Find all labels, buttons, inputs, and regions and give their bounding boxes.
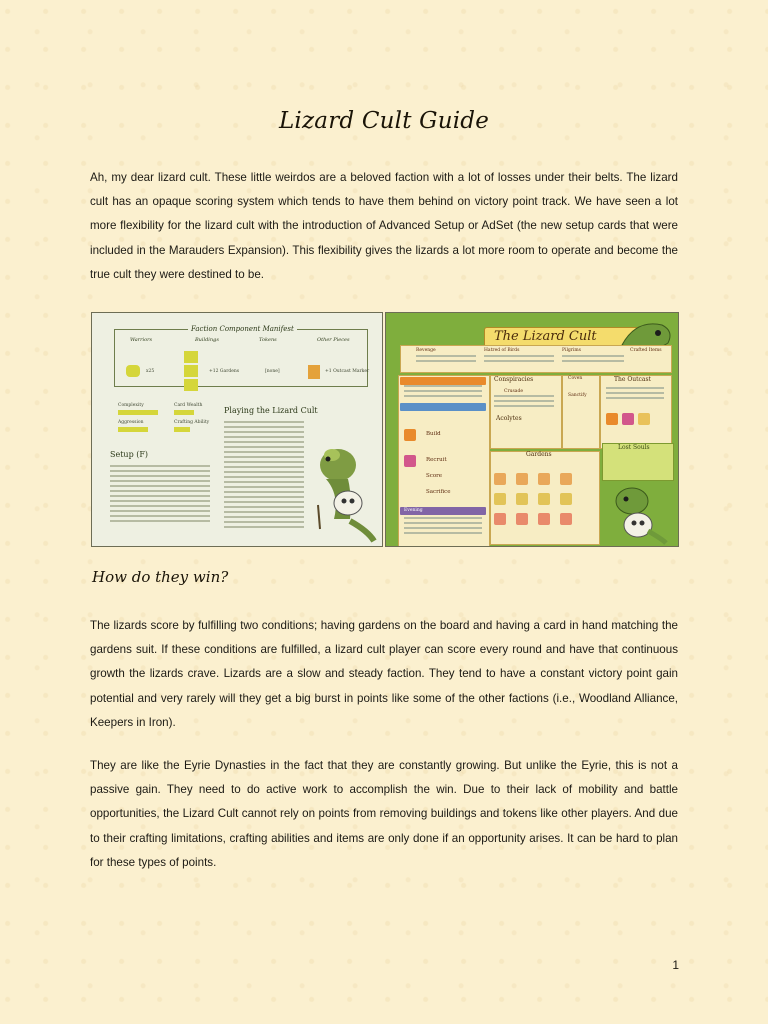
- stat-card-wealth: Card Wealth: [174, 403, 203, 408]
- action-icon: [404, 455, 416, 467]
- board-title: The Lizard Cult: [494, 329, 597, 344]
- trait-text: [484, 355, 554, 365]
- garden-slot: [494, 473, 506, 485]
- garden-slot: [516, 513, 528, 525]
- evening-label: Evening: [404, 508, 423, 513]
- suit-icon: [638, 413, 650, 425]
- faction-board-back-image: [91, 312, 383, 547]
- crafting-bar: [174, 427, 190, 432]
- trait-text: [562, 355, 624, 365]
- suit-icon: [622, 413, 634, 425]
- aggression-bar: [118, 427, 148, 432]
- other-note: +1 Outcast Marker: [325, 369, 370, 374]
- trait-revenge: Revenge: [416, 348, 436, 353]
- trait-text: [416, 355, 476, 365]
- birdsong-text: [404, 385, 482, 400]
- acolytes-label: Acolytes: [496, 415, 522, 422]
- garden-slot: [560, 473, 572, 485]
- playing-title: Playing the Lizard Cult: [224, 406, 318, 415]
- conspiracy-text: [494, 395, 554, 410]
- coven-label: Coven: [568, 376, 583, 381]
- card-wealth-bar: [174, 410, 194, 415]
- conspiracies-label: Conspiracies: [494, 376, 534, 383]
- warrior-count: x25: [146, 369, 155, 374]
- sacrifice-label: Sacrifice: [426, 489, 451, 495]
- action-icon: [404, 429, 416, 441]
- col-warriors: Warriors: [130, 337, 153, 343]
- outcast-text: [606, 387, 664, 402]
- build-label: Build: [426, 431, 441, 437]
- score-label: Score: [426, 473, 443, 479]
- garden-slot: [516, 473, 528, 485]
- garden-note: +12 Gardens: [209, 369, 240, 374]
- win-paragraph-2: They are like the Eyrie Dynasties in the fact that they are constantly growing. But unlike the Eyrie, this is not a passive gain. They need to do active work to accomplish the win. Due to their lack of mobility and battle opportunities, the Lizard Cult cannot rely on points from removing buildings and tokens like other players. And due to their crafting limitations, crafting abilities and items are only done if an opportunity arises. It can be hard to plan for these types of points.: [90, 759, 678, 869]
- garden-slot: [560, 493, 572, 505]
- lizard-mascot-icon: [308, 435, 380, 545]
- daylight-bar: [400, 403, 486, 411]
- garden-building-icon: [184, 365, 198, 377]
- win-paragraph-1: The lizards score by fulfilling two conditions; having gardens on the board and having a card in hand matching the gardens suit. If these conditions are fulfilled, a lizard cult player can score every round and have that continuous growth the lizards crave. Lizards are a slow and steady faction. They tend to have a constant victory point gain potential and very rarely will they get a big burst in points like some of the other factions (i.e., Woodland Alliance, Keepers in Iron).: [90, 619, 678, 729]
- col-buildings: Buildings: [195, 337, 219, 343]
- evening-text: [404, 517, 482, 537]
- crusade-label: Crusade: [504, 389, 524, 394]
- garden-slot: [494, 513, 506, 525]
- intro-paragraph: Ah, my dear lizard cult. These little weirdos are a beloved faction with a lot of losses under their belts. The lizard cult has an opaque scoring system which tends to have them behind on victory point track. We have seen a lot more flexibility for the lizard cult with the introduction of Advanced Setup or AdSet (the new setup cards that were included in the Marauders Expansion). This flexibility gives the lizards a lot more room to operate and become the true cult they were destined to be.: [90, 171, 678, 281]
- recruit-label: Recruit: [426, 457, 447, 463]
- crafted-items-label: Crafted Items: [630, 348, 662, 353]
- garden-slot: [538, 493, 550, 505]
- page-number: 1: [672, 958, 679, 972]
- outcast-marker-icon: [308, 365, 320, 379]
- stat-complexity: Complexity: [118, 403, 144, 408]
- complexity-bar: [118, 410, 158, 415]
- faction-board-front-image: [385, 312, 679, 547]
- section-heading: How do they win?: [92, 568, 229, 586]
- trait-hatred-birds: Hatred of Birds: [484, 348, 520, 353]
- setup-text-block: [110, 465, 210, 525]
- lizard-acolyte-icon: [604, 481, 670, 545]
- playing-text-block: [224, 421, 304, 531]
- conspiracies-card: [490, 375, 562, 449]
- stat-crafting: Crafting Ability: [174, 420, 210, 425]
- col-other: Other Pieces: [317, 337, 350, 343]
- outcast-label: The Outcast: [614, 376, 651, 383]
- warrior-icon: [126, 365, 140, 377]
- token-note: [none]: [265, 369, 280, 374]
- gardens-label: Gardens: [526, 451, 552, 458]
- garden-slot: [560, 513, 572, 525]
- col-tokens: Tokens: [259, 337, 277, 343]
- suit-icon: [606, 413, 618, 425]
- sanctify-label: Sanctify: [568, 393, 587, 398]
- garden-slot: [538, 473, 550, 485]
- garden-building-icon: [184, 351, 198, 363]
- trait-pilgrims: Pilgrims: [562, 348, 581, 353]
- birdsong-bar: [400, 377, 486, 385]
- garden-slot: [516, 493, 528, 505]
- manifest-title: Faction Component Manifest: [188, 325, 297, 333]
- coven-card: [562, 375, 600, 449]
- stat-aggression: Aggression: [118, 420, 144, 425]
- garden-slot: [538, 513, 550, 525]
- lost-souls-label: Lost Souls: [618, 444, 650, 451]
- page-title: Lizard Cult Guide: [278, 108, 490, 134]
- garden-building-icon: [184, 379, 198, 391]
- setup-title: Setup (F): [110, 450, 149, 459]
- garden-slot: [494, 493, 506, 505]
